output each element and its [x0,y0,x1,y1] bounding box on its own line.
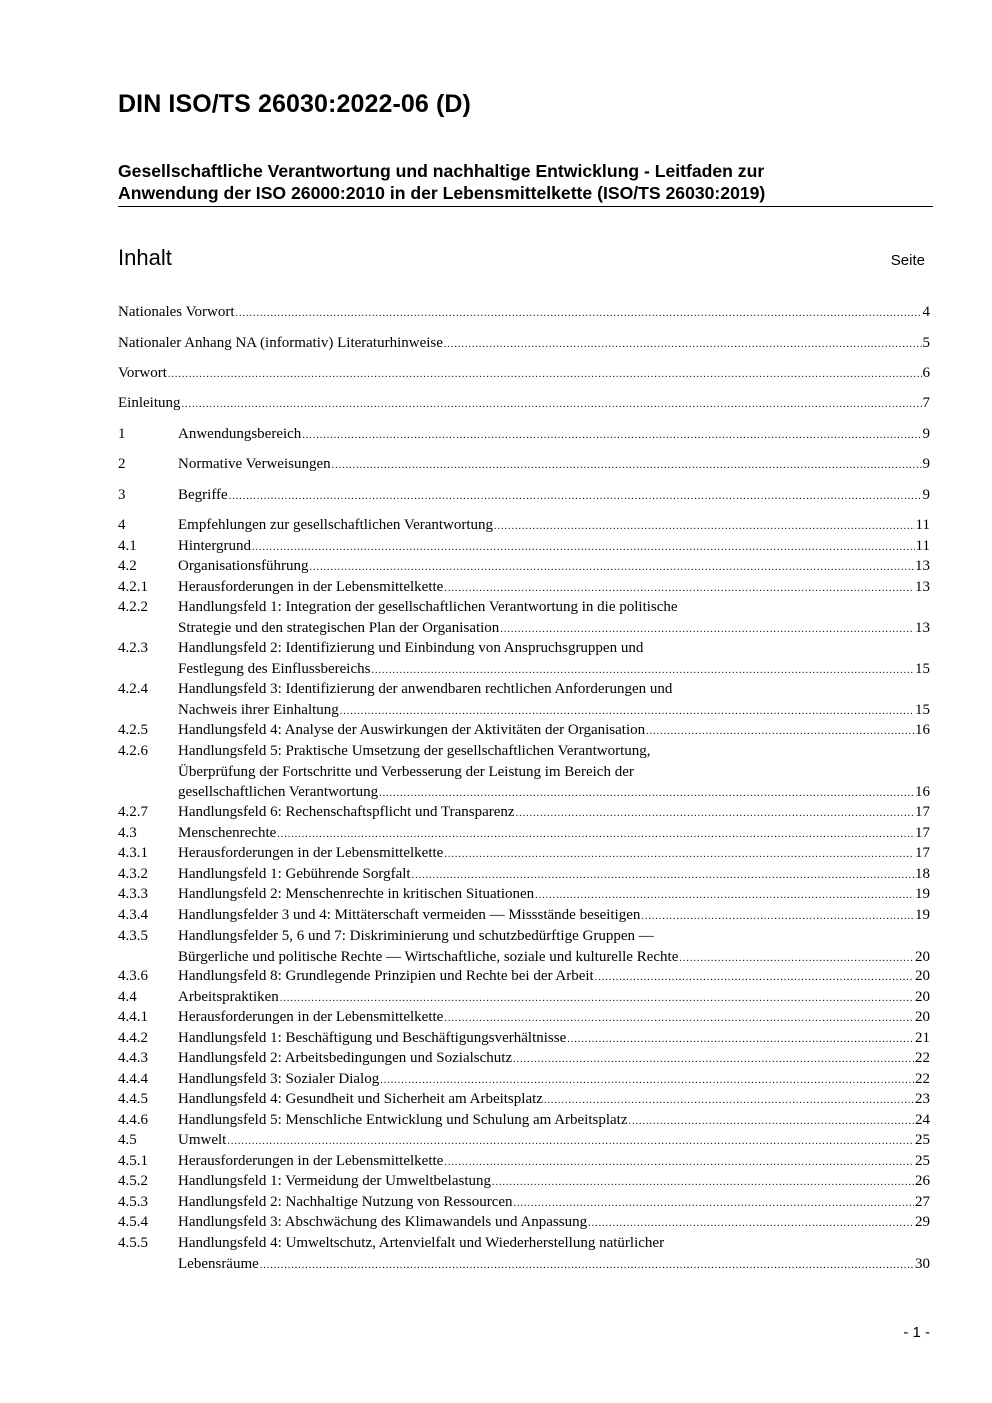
toc-entry[interactable] [118,926,930,969]
toc-entry-page: 27 [915,1194,930,1210]
toc-entry[interactable] [118,363,930,386]
toc-entry-number: 4.5.1 [118,1153,148,1169]
toc-leader-dots [500,620,914,641]
toc-entry[interactable] [118,843,930,866]
toc-entry-title-line: Handlungsfeld 4: Umweltschutz, Artenvielfalt und Wiederherstellung natürlicher [178,1235,665,1251]
toc-leader-dots [340,702,914,723]
toc-entry-title: Handlungsfeld 3: Abschwächung des Klimawandels und Anpassung [178,1214,588,1230]
toc-entry-title-line: Handlungsfeld 1: Integration der gesellschaftlichen Verantwortung in die politische [178,599,678,615]
toc-leader-dots [229,487,922,508]
subtitle-line-1: Gesellschaftliche Verantwortung und nachhaltige Entwicklung - Leitfaden zur [118,161,765,181]
toc-entry-page: 13 [915,579,930,595]
toc-leader-dots [492,1173,914,1194]
toc-entry-title: Handlungsfeld 2: Nachhaltige Nutzung von Ressourcen [178,1194,513,1210]
toc-entry[interactable] [118,302,930,325]
toc-entry[interactable] [118,679,930,722]
toc-entry-page: 15 [915,660,930,677]
toc-entry-page: 18 [915,866,930,882]
toc-entry-title: Handlungsfeld 3: Sozialer Dialog [178,1071,380,1087]
toc-entry-number: 4.4.3 [118,1050,148,1066]
toc-entry-title: Festlegung des Einflussbereichs [178,660,371,677]
toc-entry[interactable] [118,515,930,538]
toc-entry-title: Empfehlungen zur gesellschaftlichen Verantwortung [178,517,494,533]
toc-entry[interactable] [118,333,930,356]
toc-entry-title-line: Handlungsfelder 5, 6 und 7: Diskriminierung und schutzbedürftige Gruppen — [178,928,654,944]
document-id: DIN ISO/TS 26030:2022-06 (D) [118,90,471,118]
toc-entry-title: Herausforderungen in der Lebensmittelkette [178,1009,444,1025]
toc-entry-page: 25 [915,1153,930,1169]
toc-entry-page: 16 [915,722,930,738]
page-number: - 1 - [903,1324,930,1341]
toc-entry[interactable] [118,597,930,640]
subtitle-divider [118,206,933,207]
toc-entry-number: 3 [118,487,126,503]
toc-entry-number: 4.4.6 [118,1112,148,1128]
toc-entry[interactable] [118,1089,930,1112]
toc-entry-number: 4.5.3 [118,1194,148,1210]
toc-entry-number: 4.3.6 [118,968,148,984]
toc-entry-page: 19 [915,886,930,902]
toc-entry-title: Normative Verweisungen [178,456,331,472]
toc-entry[interactable] [118,424,930,447]
toc-entry-number: 4.3.3 [118,886,148,902]
toc-entry-title: Herausforderungen in der Lebensmittelkette [178,1153,444,1169]
toc-leader-dots [182,395,922,416]
toc-leader-dots [444,335,922,356]
toc-entry-number: 4.3 [118,825,137,841]
toc-entry-title: Organisationsführung [178,558,309,574]
toc-entry[interactable] [118,905,930,928]
page-column-label: Seite [890,252,925,269]
toc-entry-title: Menschenrechte [178,825,277,841]
toc-entry-page: 9 [922,456,930,472]
toc-entry[interactable] [118,556,930,579]
toc-leader-dots [516,804,914,825]
toc-entry-page: 19 [915,907,930,923]
toc-entry-page: 20 [915,1009,930,1025]
toc-entry-title: Vorwort [118,365,167,381]
toc-entry-title-line: Handlungsfeld 3: Identifizierung der anwendbaren rechtlichen Anforderungen und [178,681,673,697]
toc-entry-page: 22 [915,1071,930,1087]
toc-entry-number: 4.2.1 [118,579,148,595]
toc-entry-title: Einleitung [118,395,181,411]
toc-entry-title: gesellschaftlichen Verantwortung [178,784,379,800]
toc-entry[interactable] [118,393,930,416]
toc-entry-title: Herausforderungen in der Lebensmittelkette [178,845,444,861]
toc-entry-title: Nationaler Anhang NA (informativ) Literaturhinweise [118,335,443,351]
toc-entry-title: Handlungsfeld 6: Rechenschaftspflicht und Transparenz [178,804,515,820]
toc-leader-dots [260,1256,914,1277]
toc-leader-dots [535,886,914,907]
toc-entry-number: 4.4.1 [118,1009,148,1025]
toc-entry-number: 4.5.4 [118,1214,148,1230]
subtitle-line-2: Anwendung der ISO 26000:2010 in der Lebensmittelkette (ISO/TS 26030:2019) [118,183,766,203]
toc-entry-page: 29 [915,1214,930,1230]
toc-entry[interactable] [118,485,930,508]
toc-entry-title: Herausforderungen in der Lebensmittelkette [178,579,444,595]
toc-leader-dots [444,1009,914,1030]
toc-leader-dots [371,661,914,682]
toc-entry-page: 13 [915,619,930,636]
toc-entry-number: 4.1 [118,538,137,554]
toc-entry-page: 15 [915,701,930,718]
toc-entry-title: Handlungsfeld 2: Menschenrechte in kritischen Situationen [178,886,535,902]
toc-entry[interactable] [118,884,930,907]
toc-entry-page: 17 [915,845,930,861]
toc-entry-page: 16 [915,784,930,800]
toc-entry-number: 4.2 [118,558,137,574]
toc-entry-page: 22 [915,1050,930,1066]
toc-entry-title: Handlungsfeld 1: Beschäftigung und Beschäftigungsverhältnisse [178,1030,567,1046]
toc-entry[interactable] [118,454,930,477]
toc-entry-page: 13 [915,558,930,574]
toc-entry-page: 17 [915,825,930,841]
toc-entry-number: 4.3.5 [118,928,148,944]
toc-entry-page: 9 [922,426,930,442]
toc-entry-number: 4.5.5 [118,1235,148,1251]
toc-entry-number: 4.2.3 [118,640,148,656]
toc-entry-title: Nachweis ihrer Einhaltung [178,701,339,718]
toc-entry-page: 30 [915,1255,930,1272]
toc-entry-number: 4.5.2 [118,1173,148,1189]
toc-entry-page: 25 [915,1132,930,1148]
toc-entry[interactable] [118,802,930,825]
toc-entry-title: Strategie und den strategischen Plan der Organisation [178,619,500,636]
toc-entry-title: Nationales Vorwort [118,304,235,320]
toc-entry-page: 9 [922,487,930,503]
toc-entry-page: 17 [915,804,930,820]
toc-leader-dots [332,456,922,477]
toc-entry-page: 26 [915,1173,930,1189]
toc-entry-title: Lebensräume [178,1255,259,1272]
toc-entry-number: 4.3.4 [118,907,148,923]
toc-entry-page: 5 [922,335,930,351]
toc-entry-title: Bürgerliche und politische Rechte — Wirtschaftliche, soziale und kulturelle Rechte [178,948,679,965]
toc-leader-dots [494,517,915,538]
toc-entry-page: 20 [915,968,930,984]
toc-leader-dots [646,722,914,743]
toc-entry-title: Handlungsfeld 5: Menschliche Entwicklung und Schulung am Arbeitsplatz [178,1112,628,1128]
toc-entry-page: 21 [915,1030,930,1046]
toc-leader-dots [227,1132,914,1153]
toc-entry-number: 4.2.6 [118,743,148,759]
toc-entry-number: 4.3.1 [118,845,148,861]
toc-entry[interactable] [118,1048,930,1071]
toc-entry[interactable] [118,1130,930,1153]
toc-entry-title: Arbeitspraktiken [178,989,279,1005]
toc-entry-title: Handlungsfeld 4: Gesundheit und Sicherheit am Arbeitsplatz [178,1091,543,1107]
toc-entry[interactable] [118,720,930,743]
toc-entry-title: Handlungsfeld 1: Gebührende Sorgfalt [178,866,411,882]
toc-entry-number: 4.4.2 [118,1030,148,1046]
toc-entry-title: Handlungsfeld 8: Grundlegende Prinzipien und Rechte bei der Arbeit [178,968,594,984]
toc-entry-number: 4.4.5 [118,1091,148,1107]
toc-entry-title-line: Handlungsfeld 5: Praktische Umsetzung der gesellschaftlichen Verantwortung, [178,743,651,759]
toc-entry-number: 4.3.2 [118,866,148,882]
toc-entry-title: Handlungsfeld 4: Analyse der Auswirkungen der Aktivitäten der Organisation [178,722,646,738]
toc-leader-dots [513,1050,914,1071]
toc-entry-number: 4.2.5 [118,722,148,738]
document-subtitle [118,160,933,204]
toc-leader-dots [302,426,921,447]
toc-entry-title: Handlungsfelder 3 und 4: Mittäterschaft vermeiden — Missstände beseitigen [178,907,641,923]
toc-entry[interactable] [118,1212,930,1235]
toc-entry-page: 11 [915,538,930,554]
toc-entry-title: Handlungsfeld 1: Vermeidung der Umweltbelastung [178,1173,491,1189]
toc-entry-page: 24 [915,1112,930,1128]
toc-entry[interactable] [118,1171,930,1194]
toc-entry[interactable] [118,1007,930,1030]
toc-entry-number: 4.4.4 [118,1071,148,1087]
toc-entry-number: 4.4 [118,989,137,1005]
toc-leader-dots [310,558,914,579]
toc-entry-title: Begriffe [178,487,228,503]
toc-leader-dots [544,1091,914,1112]
toc-entry-title: Anwendungsbereich [178,426,302,442]
toc-entry-number: 4.2.7 [118,804,148,820]
toc-entry[interactable] [118,638,930,681]
toc-entry-title: Umwelt [178,1132,227,1148]
toc-entry-page: 4 [922,304,930,320]
toc-leader-dots [595,968,914,989]
toc-entry-page: 7 [922,395,930,411]
toc-leader-dots [444,845,914,866]
toc-entry-number: 4 [118,517,126,533]
toc-entry-title: Hintergrund [178,538,252,554]
toc-leader-dots [641,907,914,928]
toc-entry[interactable] [118,741,930,805]
toc-entry-page: 23 [915,1091,930,1107]
toc-entry-title-line: Überprüfung der Fortschritte und Verbesserung der Leistung im Bereich der [178,763,634,780]
toc-entry-title-line: Handlungsfeld 2: Identifizierung und Einbindung von Anspruchsgruppen und [178,640,644,656]
toc-entry-page: 20 [915,989,930,1005]
toc-entry-number: 4.2.2 [118,599,148,615]
toc-entry-page: 11 [915,517,930,533]
toc-leader-dots [168,365,922,386]
toc-entry-number: 4.5 [118,1132,137,1148]
toc-leader-dots [588,1214,914,1235]
toc-leader-dots [236,304,922,325]
toc-entry[interactable] [118,966,930,989]
toc-entry-number: 2 [118,456,126,472]
toc-entry-title: Handlungsfeld 2: Arbeitsbedingungen und Sozialschutz [178,1050,513,1066]
toc-entry-page: 6 [922,365,930,381]
toc-entry-page: 20 [915,948,930,965]
toc-entry-number: 4.2.4 [118,681,148,697]
toc-entry[interactable] [118,1233,930,1276]
toc-entry-number: 1 [118,426,126,442]
toc-heading: Inhalt [118,245,172,270]
